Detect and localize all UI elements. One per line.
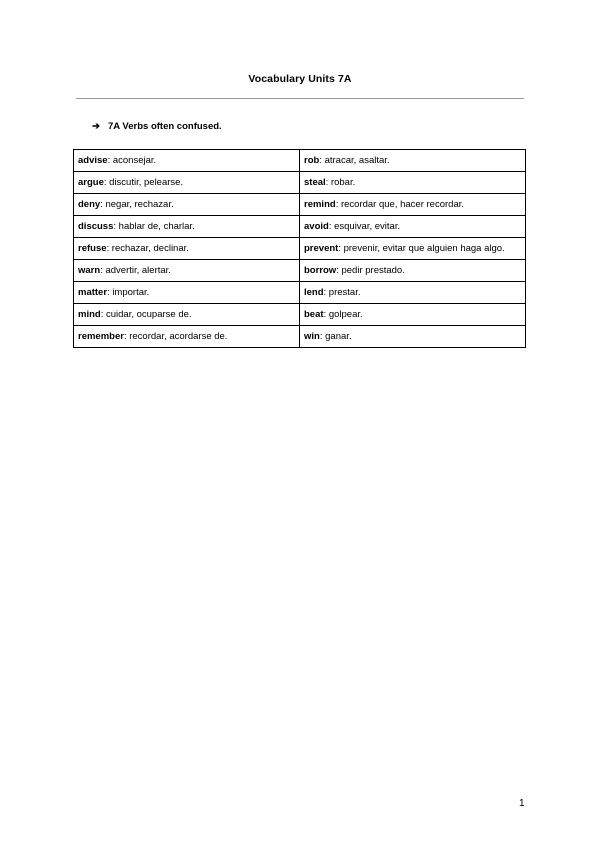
vocab-word: prevent: [304, 243, 339, 254]
table-cell: [74, 150, 300, 172]
table-cell: [74, 194, 300, 216]
table-cell: [300, 216, 526, 238]
table-cell: [74, 172, 300, 194]
vocab-word: steal: [304, 177, 326, 188]
table-row: [74, 238, 526, 260]
arrow-right-icon: ➔: [92, 121, 100, 132]
section-heading: [92, 121, 222, 132]
vocab-word: borrow: [304, 265, 337, 276]
table-row: [74, 216, 526, 238]
vocab-word: remind: [304, 199, 336, 210]
vocab-meaning: : negar, rechazar.: [100, 199, 174, 210]
vocab-meaning: : recordar, acordarse de.: [123, 331, 228, 342]
vocab-meaning: : pedir prestado.: [336, 265, 405, 276]
vocab-word: matter: [78, 287, 108, 298]
vocab-word: lend: [304, 287, 324, 298]
vocab-meaning: : ganar.: [319, 331, 352, 342]
vocab-meaning: : atracar, asaltar.: [319, 155, 390, 166]
table-row: [74, 304, 526, 326]
vocab-meaning: : advertir, alertar.: [100, 265, 171, 276]
vocab-word: mind: [78, 309, 101, 320]
table-cell: [300, 326, 526, 348]
table-cell: [300, 304, 526, 326]
table-row: [74, 150, 526, 172]
title-divider: [76, 98, 524, 99]
table-cell: [74, 304, 300, 326]
table-cell: [300, 150, 526, 172]
vocab-meaning: : hablar de, charlar.: [113, 221, 195, 232]
table-cell: [300, 194, 526, 216]
vocab-meaning: : cuidar, ocuparse de.: [100, 309, 192, 320]
table-row: [74, 282, 526, 304]
vocab-word: rob: [304, 155, 320, 166]
vocab-meaning: : prevenir, evitar que alguien haga algo.: [338, 243, 505, 254]
vocab-meaning: : rechazar, declinar.: [106, 243, 189, 254]
table-cell: [300, 238, 526, 260]
vocab-word: win: [304, 331, 320, 342]
vocab-word: beat: [304, 309, 324, 320]
vocabulary-table: [73, 149, 526, 348]
table-row: [74, 194, 526, 216]
vocab-meaning: : importar.: [107, 287, 150, 298]
vocab-meaning: : recordar que, hacer recordar.: [335, 199, 465, 210]
table-cell: [74, 282, 300, 304]
vocab-meaning: : aconsejar.: [107, 155, 157, 166]
table-cell: [74, 326, 300, 348]
page-title: Vocabulary Units 7A: [248, 73, 352, 85]
table-cell: [300, 260, 526, 282]
table-row: [74, 172, 526, 194]
table-cell: [300, 172, 526, 194]
vocab-meaning: : golpear.: [323, 309, 363, 320]
vocab-word: warn: [78, 265, 101, 276]
vocab-meaning: : discutir, pelearse.: [103, 177, 184, 188]
vocab-word: refuse: [78, 243, 107, 254]
table-cell: [74, 238, 300, 260]
table-cell: [300, 282, 526, 304]
table-cell: [74, 216, 300, 238]
vocab-meaning: : prestar.: [323, 287, 361, 298]
vocab-word: remember: [78, 331, 124, 342]
section-heading-text: 7A Verbs often confused.: [108, 121, 222, 132]
vocab-word: avoid: [304, 221, 329, 232]
vocab-meaning: : esquivar, evitar.: [328, 221, 401, 232]
table-cell: [74, 260, 300, 282]
table-row: [74, 260, 526, 282]
vocab-meaning: : robar.: [325, 177, 356, 188]
vocab-word: argue: [78, 177, 104, 188]
table-row: [74, 326, 526, 348]
vocab-word: advise: [78, 155, 108, 166]
vocab-word: deny: [78, 199, 101, 210]
page-number: 1: [519, 798, 525, 809]
vocab-word: discuss: [78, 221, 114, 232]
